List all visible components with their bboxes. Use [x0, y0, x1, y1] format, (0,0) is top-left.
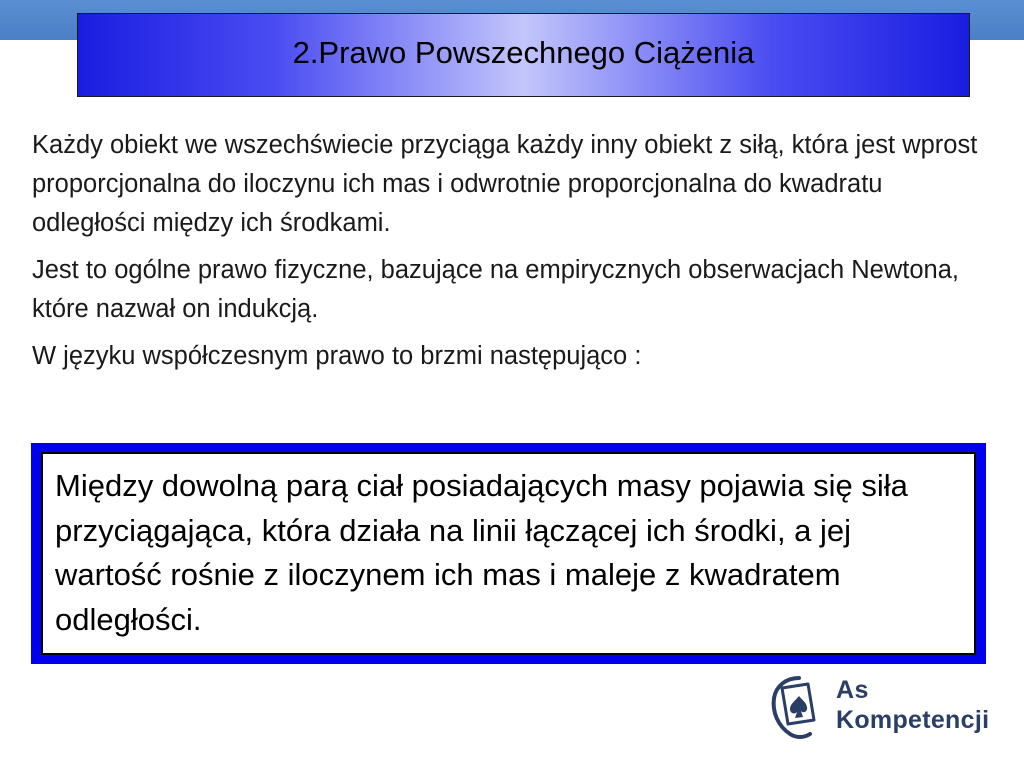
logo-text-as: As [836, 676, 869, 704]
highlight-box [31, 443, 986, 664]
paragraph-2: Jest to ogólne prawo fizyczne, bazujące na empirycznych obserwacjach Newtona, które nazwał on indukcją. [32, 256, 959, 323]
highlight-inner [41, 452, 976, 655]
logo [768, 672, 998, 744]
paragraph-1: Każdy obiekt we wszechświecie przyciąga każdy inny obiekt z siłą, która jest wprost proporcjonalna do iloczynu ich mas i odwrotnie proporcjonalna do kwadratu odległości między ich środkami. [32, 131, 978, 237]
paragraph-3: W języku współczesnym prawo to brzmi następująco : [32, 342, 642, 370]
logo-text-kompetencji: Kompetencji [836, 706, 990, 734]
highlight-text: Między dowolną parą ciał posiadających masy pojawia się siła przyciągająca, która działa na linii łączącej ich środki, a jej wartość rośnie z iloczynem ich mas i maleje z kwadratem odległości. [55, 468, 908, 637]
slide-content [32, 126, 982, 384]
spade-card-icon [768, 674, 830, 740]
title-box [77, 13, 970, 97]
slide-title: 2.Prawo Powszechnego Ciążenia [292, 35, 755, 70]
